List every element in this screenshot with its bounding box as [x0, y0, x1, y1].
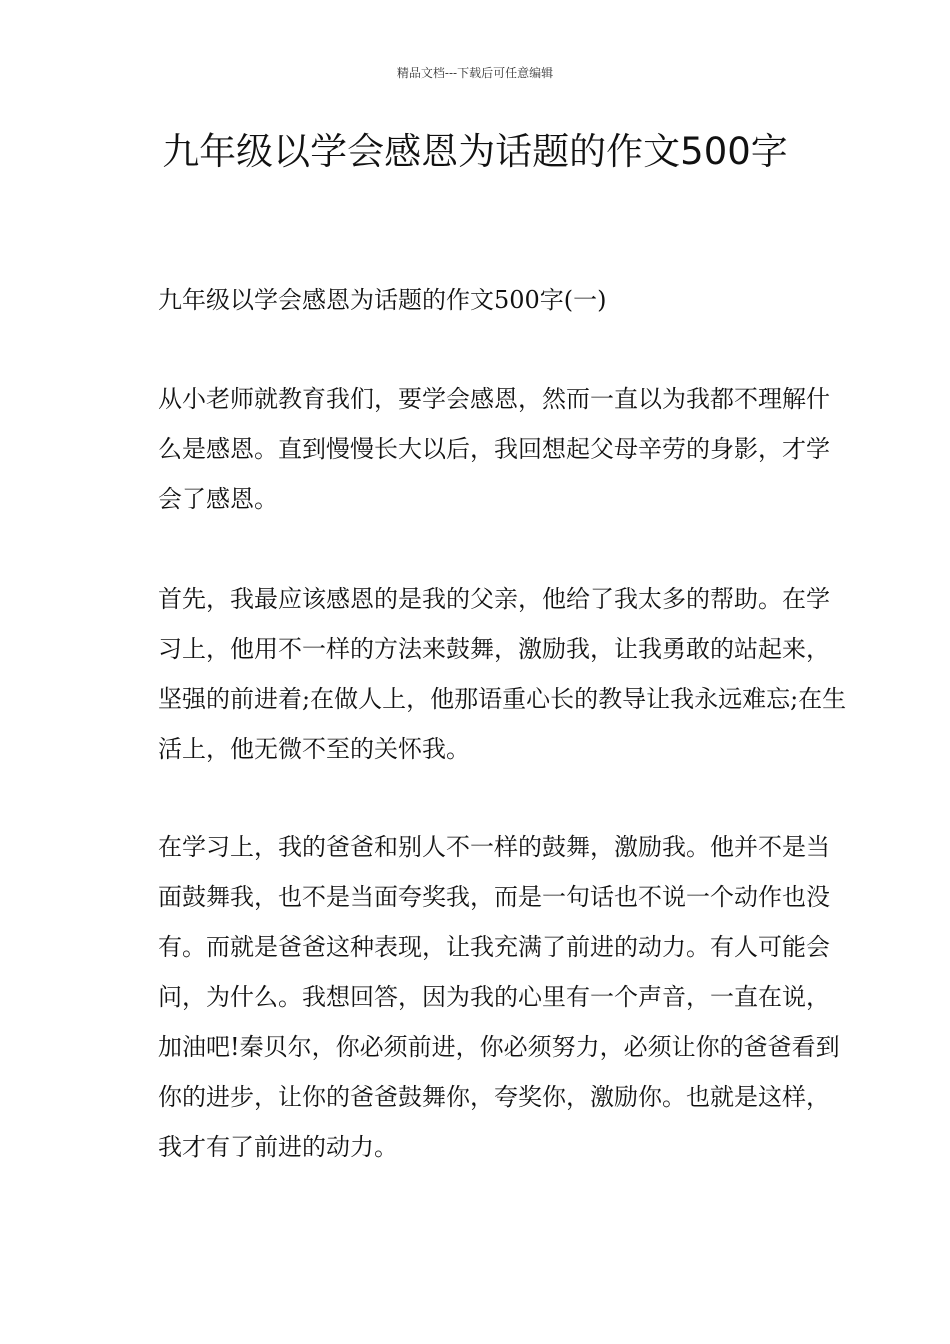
paragraph-2: 首先，我最应该感恩的是我的父亲，他给了我太多的帮助。在学习上，他用不一样的方法来鼓舞，激励我，让我勇敢的站起来，坚强的前进着;在做人上，他那语重心长的教导让我永远难忘;在生活上，他无微不至的关怀我。	[158, 585, 847, 763]
document-title: 九年级以学会感恩为话题的作文500字	[162, 130, 788, 173]
header-note: 精品文档---下载后可任意编辑	[396, 66, 554, 80]
paragraph-3: 在学习上，我的爸爸和别人不一样的鼓舞，激励我。他并不是当面鼓舞我，也不是当面夸奖我，而是一句话也不说一个动作也没有。而就是爸爸这种表现，让我充满了前进的动力。有人可能会问，为什么。我想回答，因为我的心里有一个声音，一直在说，加油吧!秦贝尔，你必须前进，你必须努力，必须让你的爸爸看到你的进步，让你的爸爸鼓舞你，夸奖你，激励你。也就是这样，我才有了前进的动力。	[158, 833, 840, 1161]
paragraph-1: 从小老师就教育我们，要学会感恩，然而一直以为我都不理解什么是感恩。直到慢慢长大以后，我回想起父母辛劳的身影，才学会了感恩。	[158, 385, 830, 513]
essay-subtitle: 九年级以学会感恩为话题的作文500字(一)	[158, 286, 607, 314]
